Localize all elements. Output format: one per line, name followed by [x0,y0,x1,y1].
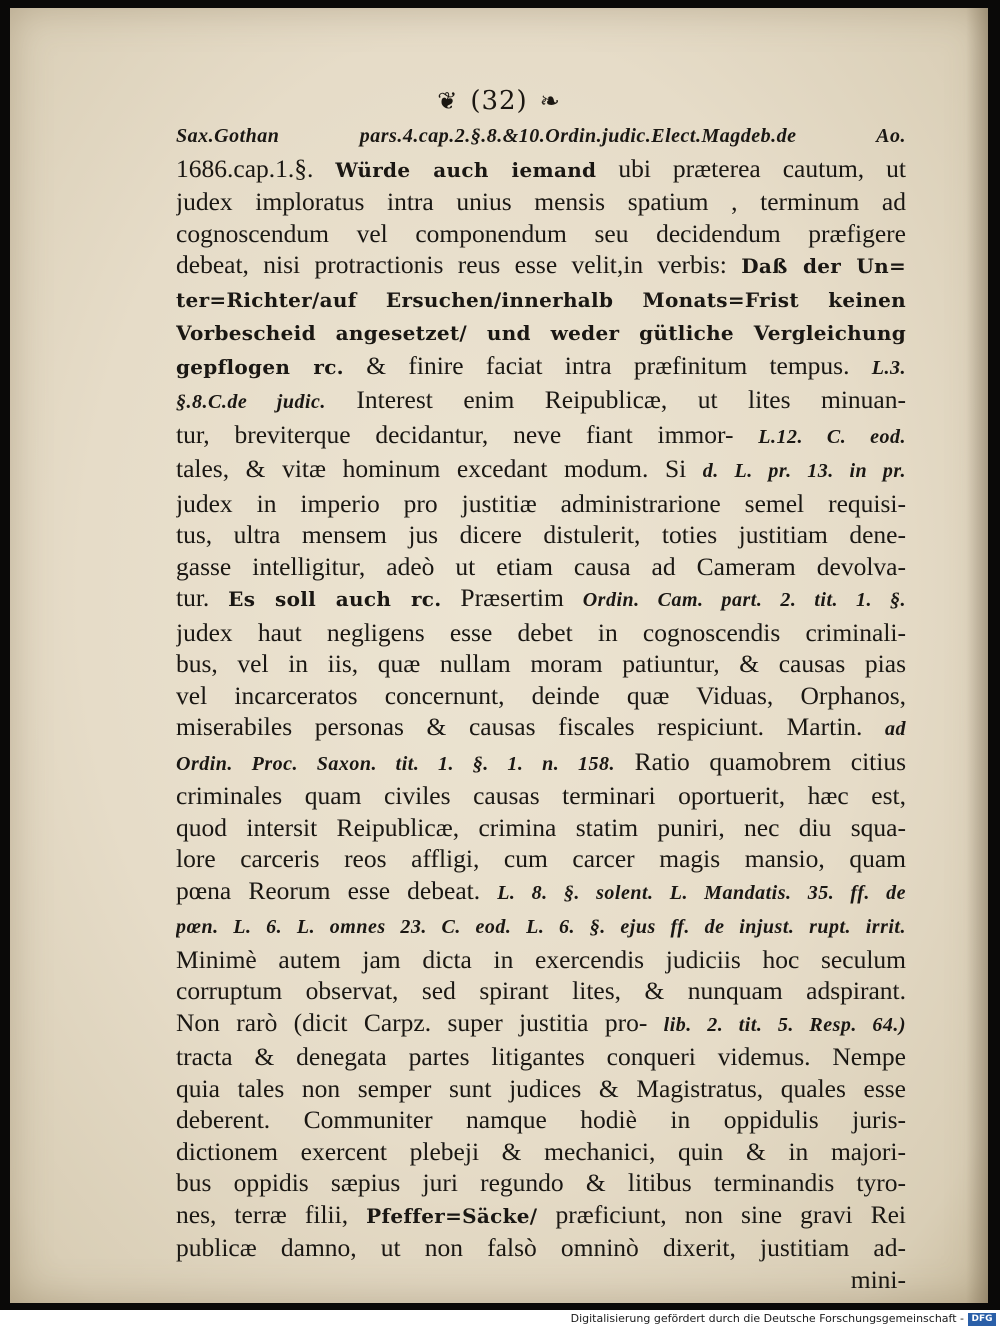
line-text: pœna Reorum esse debeat. [176,875,481,905]
text-line [176,680,906,712]
line-text: præficiunt, non sine gravi Rei [555,1199,906,1229]
line-text: Minimè autem jam dicta in exercendis judiciis hoc seculum [176,944,906,974]
citation: Ordin. Proc. Saxon. tit. 1. §. 1. n. 158. [176,752,615,775]
line-text: cognoscendum vel componendum seu decidendum præfigere [176,218,906,248]
text-line [176,453,906,488]
line-text: Interest enim Reipublicæ, ut lites minuan- [356,385,906,414]
text-line [176,1199,906,1233]
line-text: bus, vel in iis, quæ nullam moram patiuntur, & causas pias [176,649,906,678]
line-text: corruptum observat, sed spirant lites, & nunquam adspirant. [176,976,906,1005]
line-text: & finire faciat intra præfinitum tempus. [366,350,850,380]
line-text: tur. [176,583,210,612]
fraktur-phrase: Daß der Un= [741,254,906,278]
line-text: judex haut negligens esse debet in cognoscendis criminali- [176,617,906,647]
text-line [176,1073,906,1105]
text-line [176,944,906,976]
line-text: Ratio quamobrem citius [634,746,906,776]
text-line [176,283,906,317]
fraktur-phrase: gepflogen rc. [176,354,344,379]
text-line [176,488,906,520]
line-text: debeat, nisi protractionis reus esse velit,in verbis: [176,250,727,279]
text-line [176,1136,906,1168]
ornament-left-icon: ❦ [437,87,459,115]
citation: §.8.C.de judic. [176,391,326,413]
page-body-text [176,118,906,1295]
ornament-right-icon: ❧ [539,87,561,115]
text-line [176,711,906,746]
citation: ad [885,718,906,740]
text-line [176,617,906,649]
line-text: mini- [850,1264,906,1294]
line-text: Non rarò (dicit Carpz. [176,1007,432,1037]
fraktur-phrase: Es soll auch rc. [228,587,442,611]
text-line [176,186,906,218]
citation: L.3. [871,356,906,379]
text-line [176,875,906,910]
line-text: judex imploratus intra unius mensis spatium , terminum ad [176,187,906,216]
fraktur-phrase: Vorbescheid angesetzet/ und weder gütliche Vergleichung [176,321,906,345]
line-text: vel incarceratos concernunt, deinde quæ Viduas, Orphanos, [176,680,906,710]
line-text: miserabiles personas & causas fiscales respiciunt. Martin. [176,712,863,741]
text-line [176,249,906,283]
text-line [176,118,906,153]
text-line [176,582,906,617]
page-header [10,86,988,116]
line-text: quia tales non semper sunt judices & Magistratus, quales esse [176,1073,906,1103]
line-text: criminales quam civiles causas terminari oportuerit, hæc est, [176,781,906,810]
page-number: (32) [470,86,528,116]
line-text: tus, ultra mensem jus dicere distulerit, toties justitiam dene- [176,520,906,549]
text-line [176,218,906,250]
text-line [176,843,906,875]
text-line [176,780,906,812]
text-line [176,1041,906,1073]
citation: pœn. L. 6. L. omnes 23. C. eod. L. 6. §. ejus ff. de injust. rupt. irrit. [176,916,906,938]
line-text: quod intersit Reipublicæ, crimina statim puniri, nec diu squa- [176,812,906,842]
line-text: Præsertim [460,583,564,612]
line-text: tur, breviterque decidantur, [176,419,489,449]
line-text: super justitia pro- [447,1007,648,1037]
text-line [176,975,906,1007]
text-line [176,812,906,844]
line-text: dictionem exercent plebeji & mechanici, quin & in majori- [176,1136,906,1166]
text-line [176,1104,906,1136]
line-text: deberent. Communiter namque hodiè in oppidulis juris- [176,1105,906,1134]
citation: L.12. C. eod. [758,425,906,448]
text-line [176,551,906,583]
text-line [176,384,906,419]
footer-bar [0,1310,1000,1330]
text-line [176,519,906,551]
text-line [176,1167,906,1199]
fraktur-phrase: ter=Richter/auf Ersuchen/innerhalb Monats=Frist keinen [176,287,906,312]
text-line [176,909,906,944]
line-text: publicæ damno, ut non falsò omninò dixerit, justitiam ad- [176,1233,906,1262]
line-text: ubi præterea cautum, ut [618,153,906,183]
line-text: nes, terræ filii, [176,1199,349,1229]
line-text: neve fiant immor- [513,419,734,449]
line-text: tales, & vitæ hominum excedant modum. [176,454,649,483]
text-line [176,648,906,680]
text-line [176,153,906,187]
text-line [176,316,906,350]
line-text: lore carceris reos affligi, cum carcer magis mansio, quam [176,844,906,873]
dfg-logo: DFG [968,1313,996,1326]
text-line [176,350,906,385]
line-text: 1686.cap.1.§. [176,153,314,183]
line-text: Si [664,454,687,483]
text-line [176,746,906,781]
line-text: judex in imperio pro justitiæ administrarione semel requisi- [176,488,906,518]
citation: d. L. pr. 13. in pr. [702,460,906,482]
fraktur-phrase: Würde auch iemand [335,157,597,182]
line-text: gasse intelligitur, adeò ut etiam causa ad Cameram devolva- [176,551,906,581]
text-line [176,1007,906,1042]
text-line [176,1264,906,1296]
citation: Sax.Gothan pars.4.cap.2.§.8.&10.Ordin.judic.Elect.Magdeb.de Ao. [176,125,906,147]
page-edge-shadow [966,8,988,1303]
citation: L. 8. §. solent. L. Mandatis. 35. ff. de [497,881,906,904]
citation: lib. 2. tit. 5. Resp. 64.) [663,1013,906,1036]
text-line [176,419,906,454]
text-line [176,1232,906,1264]
footer-credit: Digitalisierung gefördert durch die Deutsche Forschungsgemeinschaft - [570,1312,964,1325]
citation: Ordin. Cam. part. 2. tit. 1. §. [582,589,906,611]
line-text: tracta & denegata partes litigantes conqueri videmus. Nempe [176,1042,906,1071]
fraktur-phrase: Pfeffer=Säcke/ [366,1203,538,1228]
line-text: bus oppidis sæpius juri regundo & litibus terminandis tyro- [176,1168,906,1197]
